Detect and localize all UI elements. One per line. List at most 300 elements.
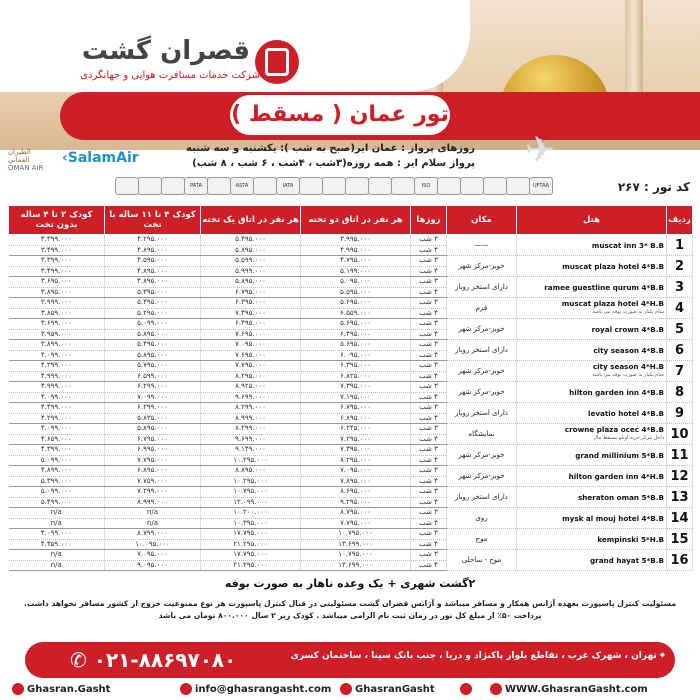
cell-single: ۹.۶۹۹.۰۰۰ [201, 392, 301, 403]
hotel-name-text: ramee guestline qurum 4*B.B [544, 282, 664, 292]
cell-nights: ۳ شب [411, 466, 447, 477]
table-header-row [9, 206, 693, 235]
partner-logo-icon: PATA [184, 177, 208, 195]
table-row [9, 466, 693, 477]
telegram-handle: GhasranGasht [355, 684, 435, 695]
social-bar [0, 683, 700, 700]
cell-child-nobed: ۵.۴۹۹.۰۰۰ [9, 497, 105, 508]
cell-double: ۱۰.۷۹۵.۰۰۰ [301, 550, 411, 561]
cell-child-nobed: ۴.۰۹۹.۰۰۰ [9, 350, 105, 361]
oman-air-name-fa: الطيران العماني [8, 148, 31, 164]
cell-child-nobed: ۳.۴۹۹.۰۰۰ [9, 266, 105, 277]
cell-single: ۵.۸۹۵.۰۰۰ [201, 277, 301, 288]
cell-child-nobed: ۵.۰۹۹.۰۰۰ [9, 487, 105, 498]
cell-single: ۱۷.۷۹۵.۰۰۰ [201, 550, 301, 561]
hotel-location: خوبر-مرکز شهر [447, 445, 517, 466]
partner-logo-icon: IATA [276, 177, 300, 195]
address-text: تهران ، شهرک غرب ، تقاطع بلوار پاکنژاد و دریا ، جنب بانک سینا ، ساختمان کسری [290, 651, 657, 661]
cell-double: ۷.۱۹۵.۰۰۰ [301, 392, 411, 403]
table-row [9, 529, 693, 540]
cell-nights: ۴ شب [411, 434, 447, 445]
hotel-name-text: grand hayat 5*B.B [590, 555, 664, 565]
location-pin-icon: ⌖ [656, 651, 665, 661]
header-hotel: هتل [517, 206, 667, 235]
row-number: 5 [667, 319, 693, 340]
cell-nights: ۳ شب [411, 235, 447, 246]
cell-single: ۶.۷۹۵.۰۰۰ [201, 287, 301, 298]
cell-nights: ۴ شب [411, 287, 447, 298]
cell-double: ۹.۲۹۵.۰۰۰ [301, 497, 411, 508]
cell-child-bed: ۷.۷۵۹.۰۰۰ [105, 476, 201, 487]
cell-child-bed: ۵.۳۹۵.۰۰۰ [105, 287, 201, 298]
hotel-location: —— [447, 235, 517, 256]
partner-logo-icon [460, 177, 484, 195]
cell-single: ۷.۷۹۵.۰۰۰ [201, 361, 301, 372]
hotel-name [517, 277, 667, 298]
cell-double: ۶.۵۵۹.۰۰۰ [301, 308, 411, 319]
cell-child-nobed: ۴.۴۵۹.۰۰۰ [9, 539, 105, 550]
header-child-nobed: کودک ۲ تا ۴ ساله بدون تخت [9, 206, 105, 235]
cell-child-nobed: ۳.۸۵۹.۰۰۰ [9, 308, 105, 319]
cell-single: ۵.۹۹۹.۰۰۰ [201, 266, 301, 277]
cell-child-bed: ۶.۲۹۹.۰۰۰ [105, 403, 201, 414]
cell-child-bed: ۴.۸۹۵.۰۰۰ [105, 266, 201, 277]
oman-air-name-en: OMAN AIR [8, 164, 44, 172]
cell-double: ۷.۸۹۵.۰۰۰ [301, 476, 411, 487]
hotel-name [517, 508, 667, 529]
partner-logo-icon [437, 177, 461, 195]
header-nights: روزها [411, 206, 447, 235]
cell-child-nobed: ۴.۳۹۹.۰۰۰ [9, 445, 105, 456]
cell-double: ۴.۹۹۵.۰۰۰ [301, 245, 411, 256]
cell-nights: ۳ شب [411, 361, 447, 372]
cell-single: ۶.۳۹۵.۰۰۰ [201, 298, 301, 309]
hotel-location: موج - ساحلی [447, 550, 517, 571]
partner-logo-icon: ISO [414, 177, 438, 195]
phone-text: ۰۲۱-۸۸۶۹۷۰۸۰ [93, 648, 237, 672]
cell-double: ۶.۸۹۵.۰۰۰ [301, 413, 411, 424]
partner-logo-icon [391, 177, 415, 195]
hotel-name-text: kempinski 5*H.B [597, 534, 664, 544]
cell-child-bed: n/a [105, 508, 201, 519]
row-number: 14 [667, 508, 693, 529]
hotel-name-text: muscat inn 3* B.B [591, 240, 664, 250]
cell-child-bed: ۷.۲۹۹.۰۰۰ [105, 487, 201, 498]
cell-child-bed: ۹.۰۹۵.۰۰۰ [105, 560, 201, 571]
cell-child-bed: ۶.۵۹۹.۰۰۰ [105, 371, 201, 382]
hotel-location: خوبر-مرکز شهر [447, 382, 517, 403]
partner-logo-icon [299, 177, 323, 195]
cell-single: ۱۰.۷۹۵.۰۰۰ [201, 487, 301, 498]
instagram-icon [12, 683, 24, 695]
cell-child-nobed: ۳.۹۹۹.۰۰۰ [9, 298, 105, 309]
cell-double: ۱۰.۷۹۵.۰۰۰ [301, 529, 411, 540]
hotel-name [517, 403, 667, 424]
cell-single: ۸.۲۹۹.۰۰۰ [201, 424, 301, 435]
cell-double: ۱۳.۶۹۹.۰۰۰ [301, 560, 411, 571]
cell-child-bed: n/a [105, 518, 201, 529]
hotel-name-text: city season 4*H.B [592, 362, 664, 371]
email-address: info@ghasrangasht.com [195, 684, 332, 695]
cell-child-bed: ۴.۸۹۵.۰۰۰ [105, 245, 201, 256]
cell-single: ۲۱.۲۹۵.۰۰۰ [201, 560, 301, 571]
table-row [9, 277, 693, 288]
cell-double: ۶.۷۹۵.۰۰۰ [301, 403, 411, 414]
cell-child-bed: ۵.۸۳۵.۰۰۰ [105, 413, 201, 424]
table-row [9, 361, 693, 372]
cell-child-nobed: ۴.۰۹۹.۰۰۰ [9, 392, 105, 403]
cell-child-bed: ۷.۰۹۵.۰۰۰ [105, 550, 201, 561]
cell-nights: ۴ شب [411, 266, 447, 277]
cell-child-bed: ۵.۴۹۵.۰۰۰ [105, 340, 201, 351]
table-row [9, 508, 693, 519]
hotel-location: دارای استخر روباز [447, 340, 517, 361]
hotel-name [517, 445, 667, 466]
hotel-name [517, 424, 667, 445]
partner-logo-icon: UFTAA [529, 177, 553, 195]
table-row [9, 487, 693, 498]
cell-single: ۸.۹۹۹.۰۰۰ [201, 413, 301, 424]
cell-child-bed: ۵.۸۹۵.۰۰۰ [105, 424, 201, 435]
hotel-name-text: muscat plaza hotel 4*H.B [561, 299, 664, 308]
cell-nights: ۴ شب [411, 413, 447, 424]
cell-single: ۶.۴۹۵.۰۰۰ [201, 319, 301, 330]
cell-double: ۶.۰۹۵.۰۰۰ [301, 350, 411, 361]
cell-double: ۷.۳۹۵.۰۰۰ [301, 445, 411, 456]
hotel-name [517, 361, 667, 382]
cell-child-bed: ۴.۸۹۵.۰۰۰ [105, 277, 201, 288]
row-number: 6 [667, 340, 693, 361]
instagram-handle: Ghasran.Gasht [27, 684, 111, 695]
cell-child-bed: ۵.۲۹۵.۰۰۰ [105, 308, 201, 319]
cell-double: ۷.۷۹۵.۰۰۰ [301, 518, 411, 529]
hotel-name-text: muscat plaza hotel 4*B.B [562, 261, 664, 271]
cell-nights: ۳ شب [411, 529, 447, 540]
header-child-bed: کودک ۴ تا ۱۱ ساله با تخت [105, 206, 201, 235]
cell-child-nobed: ۳.۸۹۵.۰۰۰ [9, 287, 105, 298]
cell-child-nobed: ۴.۴۹۹.۰۰۰ [9, 403, 105, 414]
hotel-location: نمایشگاه [447, 424, 517, 445]
cell-single: ۱۲.۰۹۹.۰۰۰ [201, 497, 301, 508]
cell-child-nobed: ۳.۴۹۹.۰۰۰ [9, 245, 105, 256]
salam-air-name: SalamAir [67, 150, 139, 166]
cell-child-nobed: ۴.۹۹۹.۰۰۰ [9, 371, 105, 382]
table-body [9, 235, 693, 571]
price-table [8, 205, 693, 571]
partner-logo-icon [506, 177, 530, 195]
cell-child-nobed: ۴.۰۹۹.۰۰۰ [9, 529, 105, 540]
hotel-location: قرم [447, 298, 517, 319]
cell-child-nobed: n/a [9, 518, 105, 529]
hotel-location: روی [447, 508, 517, 529]
cell-child-nobed: ۴.۹۹۹.۰۰۰ [9, 382, 105, 393]
cell-double: ۳.۹۹۵.۰۰۰ [301, 235, 411, 246]
cell-child-nobed: ۵.۰۹۹.۰۰۰ [9, 455, 105, 466]
cell-child-bed: ۷.۷۹۵.۰۰۰ [105, 455, 201, 466]
cell-single: ۹.۱۴۹.۰۰۰ [201, 445, 301, 456]
hotel-name [517, 340, 667, 361]
table-row [9, 550, 693, 561]
hotel-name [517, 256, 667, 277]
row-number: 12 [667, 466, 693, 487]
cell-child-bed: ۸.۷۹۹.۰۰۰ [105, 529, 201, 540]
row-number: 10 [667, 424, 693, 445]
email-icon [180, 683, 192, 695]
cell-child-nobed: ۳.۹۵۹.۰۰۰ [9, 329, 105, 340]
oman-air-logo [8, 148, 53, 176]
tour-title: تور عمان ( مسقط ) [230, 95, 450, 135]
cell-double: ۷.۲۹۵.۰۰۰ [301, 434, 411, 445]
cell-nights: ۳ شب [411, 382, 447, 393]
table-row [9, 235, 693, 246]
cell-double: ۶.۳۹۵.۰۰۰ [301, 361, 411, 372]
phone-number[interactable] [70, 648, 270, 672]
hotel-location: خوبر-مرکز شهر [447, 466, 517, 487]
hotel-note: داخل مرکز خرید اوتلو مسقط مال [593, 435, 664, 441]
cell-nights: ۴ شب [411, 476, 447, 487]
row-number: 15 [667, 529, 693, 550]
hotel-note: شام یکبار به صورت بوفه می باشد [592, 309, 664, 315]
hotel-note: شام یکبار به صورت بوفه می باشد [592, 372, 664, 378]
hotel-name-text: sheraton oman 5*B.B [577, 492, 664, 502]
cell-child-bed: ۸.۹۹۹.۰۰۰ [105, 497, 201, 508]
cell-child-nobed: ۳.۳۹۹.۰۰۰ [9, 256, 105, 267]
cell-nights: ۴ شب [411, 539, 447, 550]
cell-child-nobed: n/a [9, 508, 105, 519]
instagram-link[interactable] [12, 683, 110, 695]
brand-logo-icon [255, 40, 299, 84]
row-number: 4 [667, 298, 693, 319]
cell-child-bed: ۵.۴۹۵.۰۰۰ [105, 298, 201, 309]
cell-child-nobed: ۳.۳۹۹.۰۰۰ [9, 235, 105, 246]
cell-single: ۸.۲۹۵.۰۰۰ [201, 371, 301, 382]
cell-child-bed: ۶.۷۹۵.۰۰۰ [105, 434, 201, 445]
cell-child-nobed: ۵.۳۹۹.۰۰۰ [9, 476, 105, 487]
cell-nights: ۴ شب [411, 518, 447, 529]
cell-nights: ۳ شب [411, 277, 447, 288]
cell-nights: ۴ شب [411, 329, 447, 340]
row-number: 9 [667, 403, 693, 424]
cell-nights: ۳ شب [411, 445, 447, 456]
table-row [9, 340, 693, 351]
partner-logo-icon [161, 177, 185, 195]
table-row [9, 424, 693, 435]
cell-child-bed: ۱۰.۰۹۵.۰۰۰ [105, 539, 201, 550]
plane-icon: ✈ [525, 130, 556, 171]
hotel-name [517, 550, 667, 571]
cell-nights: ۳ شب [411, 487, 447, 498]
hotel-name [517, 235, 667, 256]
cell-child-bed: ۴.۲۹۵.۰۰۰ [105, 235, 201, 246]
cell-double: ۵.۶۹۵.۰۰۰ [301, 319, 411, 330]
globe-icon [490, 683, 502, 695]
hotel-name-text: hilton garden inn 4*H.B [568, 471, 664, 481]
hotel-location: دارای استخر روباز [447, 403, 517, 424]
partner-logo-icon [345, 177, 369, 195]
brand-name: قصران گشت [81, 36, 250, 66]
partner-logo-icon [138, 177, 162, 195]
row-number: 1 [667, 235, 693, 256]
cell-nights: ۴ شب [411, 560, 447, 571]
cell-child-bed: ۵.۰۹۹.۰۰۰ [105, 319, 201, 330]
cell-nights: ۴ شب [411, 371, 447, 382]
brand-subtitle: شرکت خدمات مسافرت هوایی و جهانگردی [80, 70, 260, 81]
address [280, 651, 665, 661]
table-row [9, 319, 693, 330]
cell-nights: ۴ شب [411, 245, 447, 256]
cell-double: ۶.۴۹۵.۰۰۰ [301, 329, 411, 340]
cell-single: ۵.۴۹۵.۰۰۰ [201, 235, 301, 246]
cell-double: ۱۳.۶۹۹.۰۰۰ [301, 539, 411, 550]
cell-double: ۵.۵۹۵.۰۰۰ [301, 287, 411, 298]
cell-nights: ۳ شب [411, 256, 447, 267]
cell-child-nobed: ۴.۲۹۹.۰۰۰ [9, 413, 105, 424]
hotel-name [517, 298, 667, 319]
cell-double: ۵.۶۹۵.۰۰۰ [301, 340, 411, 351]
cell-double: ۷.۰۹۵.۰۰۰ [301, 466, 411, 477]
hotel-name-text: levatio hotel 4*B.B [588, 408, 664, 418]
hotel-name-text: hilton garden inn 4*B.B [569, 387, 664, 397]
cell-nights: ۳ شب [411, 319, 447, 330]
cell-nights: ۴ شب [411, 497, 447, 508]
cell-nights: ۳ شب [411, 550, 447, 561]
cell-double: ۶.۸۲۵.۰۰۰ [301, 371, 411, 382]
cell-single: ۱۷.۷۹۵.۰۰۰ [201, 529, 301, 540]
cell-single: ۷.۰۹۵.۰۰۰ [201, 340, 301, 351]
cell-child-bed: ۵.۸۹۵.۰۰۰ [105, 329, 201, 340]
hotel-name [517, 319, 667, 340]
cell-nights: ۳ شب [411, 298, 447, 309]
table-row [9, 382, 693, 393]
website-url: WWW.GhasranGasht.com [505, 684, 648, 695]
cell-single: ۵.۵۹۹.۰۰۰ [201, 256, 301, 267]
cell-double: ۸.۲۹۵.۰۰۰ [301, 455, 411, 466]
hotel-location: خوبر-مرکز شهر [447, 319, 517, 340]
phone-icon: ✆ [70, 648, 94, 672]
partner-logo-icon [483, 177, 507, 195]
website-link[interactable] [490, 683, 648, 695]
cell-single: ۹.۶۹۹.۰۰۰ [201, 434, 301, 445]
cell-child-nobed: ۴.۶۵۹.۰۰۰ [9, 434, 105, 445]
hotel-name [517, 529, 667, 550]
hotel-name [517, 382, 667, 403]
terms-text: مسئولیت کنترل پاسپورت بعهده آژانس همکار و مسافر میباشد و آژانس قصران گشت مسئولیتی در قبال کنترل پاسپورت هر نوع ممنوعیت خروج از کشور مسافر نخواهد داشت. پرداخت ۵۰٪ از مبلغ کل تور در زمان ثبت نام الزامی میباشد . کودک زیر ۲ سال ۸۰۰.۰۰۰ تومان می باشد [23, 599, 677, 620]
email-link[interactable] [180, 683, 331, 695]
header-single: هر نفر در اتاق یک تخته [201, 206, 301, 235]
cell-single: ۱۰.۲۰۰.۰۰۰ [201, 508, 301, 519]
cell-single: ۸.۹۲۵.۰۰۰ [201, 382, 301, 393]
cell-nights: ۴ شب [411, 350, 447, 361]
cell-nights: ۳ شب [411, 508, 447, 519]
whatsapp-icon [460, 683, 472, 695]
cell-child-nobed: n/a [9, 560, 105, 571]
cell-nights: ۳ شب [411, 403, 447, 414]
flight-days-oman: روزهای پرواز : عمان ایر(صبح به شب ): یکشنبه و سه شنبه [186, 143, 475, 154]
cell-double: ۴.۷۹۵.۰۰۰ [301, 256, 411, 267]
cell-child-bed: ۶.۸۹۵.۰۰۰ [105, 466, 201, 477]
cell-single: ۵.۸۹۵.۰۰۰ [201, 245, 301, 256]
header-row-number: ردیف [667, 206, 693, 235]
partner-logo-icon [253, 177, 277, 195]
cell-child-bed: ۶.۲۹۹.۰۰۰ [105, 382, 201, 393]
partner-logo-icon [368, 177, 392, 195]
cell-child-bed: ۴.۵۹۵.۰۰۰ [105, 256, 201, 267]
hotel-location: خوبر-مرکز شهر [447, 256, 517, 277]
cell-nights: ۴ شب [411, 392, 447, 403]
row-number: 11 [667, 445, 693, 466]
cell-child-nobed: ۳.۸۹۹.۰۰۰ [9, 340, 105, 351]
table-row [9, 256, 693, 267]
telegram-link[interactable] [340, 683, 435, 695]
cell-nights: ۴ شب [411, 308, 447, 319]
partner-logo-icon [322, 177, 346, 195]
cell-child-nobed: ۴.۳۹۹.۰۰۰ [9, 361, 105, 372]
hotel-name [517, 466, 667, 487]
cell-single: ۲۱.۲۹۵.۰۰۰ [201, 539, 301, 550]
row-number: 2 [667, 256, 693, 277]
cell-nights: ۳ شب [411, 424, 447, 435]
cell-child-bed: ۶.۹۹۵.۰۰۰ [105, 445, 201, 456]
header-location: مکان [447, 206, 517, 235]
hotel-location: دارای استخر روباز [447, 487, 517, 508]
hotel-name-text: crowne plaza ocec 4*B.B [564, 425, 664, 434]
cell-child-nobed: ۴.۰۹۹.۰۰۰ [9, 424, 105, 435]
cell-child-nobed: n/a [9, 550, 105, 561]
cell-single: ۸.۸۹۵.۰۰۰ [201, 466, 301, 477]
row-number: 16 [667, 550, 693, 571]
cell-single: ۷.۴۹۵.۰۰۰ [201, 308, 301, 319]
table-row [9, 445, 693, 456]
cell-double: ۵.۰۹۵.۰۰۰ [301, 277, 411, 288]
partner-logo-icon [207, 177, 231, 195]
header-double: هر نفر در اتاق دو تخته [301, 206, 411, 235]
cell-double: ۵.۱۹۹.۰۰۰ [301, 266, 411, 277]
cell-nights: ۳ شب [411, 340, 447, 351]
cell-single: ۱۰.۲۹۵.۰۰۰ [201, 476, 301, 487]
cell-single: ۸.۲۹۹.۰۰۰ [201, 403, 301, 414]
cell-double: ۵.۶۹۵.۰۰۰ [301, 298, 411, 309]
partner-logo-icon [115, 177, 139, 195]
table-row [9, 298, 693, 309]
hotel-name-text: royal crown 4*B.B [591, 324, 664, 334]
hotel-name [517, 487, 667, 508]
cell-double: ۸.۶۹۵.۰۰۰ [301, 487, 411, 498]
cell-child-nobed: ۳.۶۹۵.۰۰۰ [9, 277, 105, 288]
hotel-name-text: mysk al mouj hotel 4*B.B [562, 513, 664, 523]
hotel-name-text: city season 4*B.B [593, 345, 664, 355]
cell-child-nobed: ۴.۸۹۹.۰۰۰ [9, 466, 105, 477]
included-services: ۲گشت شهری + یک وعده ناهار به صورت بوفه [224, 577, 476, 590]
cell-double: ۷.۳۹۵.۰۰۰ [301, 382, 411, 393]
hotel-name-text: grand millinium 5*B.B [575, 450, 664, 460]
partner-logo-icon: ASTA [230, 177, 254, 195]
flight-days-salam: پرواز سلام ایر : همه روزه(۳شب ، ۴شب ، ۶ شب ، ۸ شب) [192, 158, 475, 169]
hotel-location: دارای استخر روباز [447, 277, 517, 298]
table-row [9, 403, 693, 414]
hotel-location: موج [447, 529, 517, 550]
tour-code: کد تور : ۲۶۷ [617, 180, 690, 194]
cell-double: ۸.۷۹۵.۰۰۰ [301, 508, 411, 519]
row-number: 8 [667, 382, 693, 403]
cell-child-nobed: ۳.۶۹۹.۰۰۰ [9, 319, 105, 330]
cell-single: ۷.۶۹۵.۰۰۰ [201, 329, 301, 340]
row-number: 13 [667, 487, 693, 508]
cell-single: ۷.۶۹۵.۰۰۰ [201, 350, 301, 361]
cell-single: ۱۰.۳۹۵.۰۰۰ [201, 518, 301, 529]
cell-child-bed: ۵.۷۹۵.۰۰۰ [105, 361, 201, 372]
cell-child-bed: ۷.۰۹۹.۰۰۰ [105, 392, 201, 403]
whatsapp-link[interactable] [460, 683, 475, 695]
